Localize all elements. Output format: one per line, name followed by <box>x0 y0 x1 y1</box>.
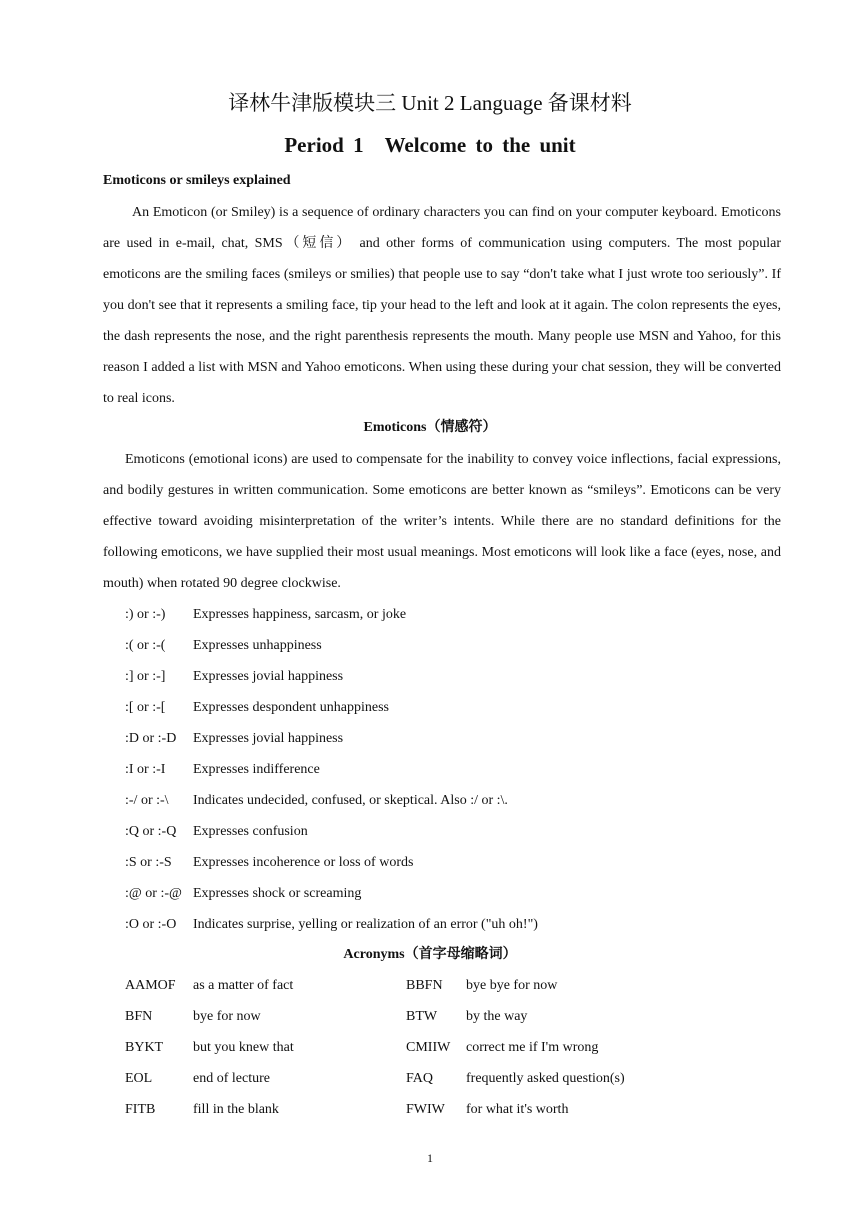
emoticon-meaning: Expresses happiness, sarcasm, or joke <box>193 607 407 622</box>
table-row <box>125 1001 686 1032</box>
acronym: CMIIW <box>406 1040 451 1055</box>
acronym-meaning: but you knew that <box>193 1040 294 1055</box>
acronym-meaning: fill in the blank <box>193 1102 279 1117</box>
emoticon-meaning: Expresses incoherence or loss of words <box>193 855 414 870</box>
list-item <box>125 661 538 692</box>
acronym: AAMOF <box>125 978 176 993</box>
acronym-meaning: for what it's worth <box>466 1102 569 1117</box>
emoticon-code: :] or :-] <box>125 669 166 684</box>
list-item <box>125 692 538 723</box>
emoticon-meaning: Expresses jovial happiness <box>193 731 344 746</box>
acronym: FWIW <box>406 1102 445 1117</box>
list-item <box>125 599 538 630</box>
emoticon-code: :) or :-) <box>125 607 166 622</box>
list-item <box>125 816 538 847</box>
emoticon-meaning: Expresses unhappiness <box>193 638 322 653</box>
emoticon-code: :[ or :-[ <box>125 700 166 715</box>
table-row <box>125 1063 686 1094</box>
acronym: BFN <box>125 1009 153 1024</box>
emoticon-meaning: Indicates surprise, yelling or realization of an error ("uh oh!") <box>193 917 538 932</box>
acronym: BBFN <box>406 978 443 993</box>
list-item <box>125 878 538 909</box>
list-item <box>125 785 538 816</box>
emoticon-list <box>125 599 538 940</box>
emoticon-code: :( or :-( <box>125 638 166 653</box>
emoticon-meaning: Expresses despondent unhappiness <box>193 700 389 715</box>
acronym-meaning: by the way <box>466 1009 528 1024</box>
acronym-meaning: bye for now <box>193 1009 261 1024</box>
emoticon-code: :O or :-O <box>125 917 177 932</box>
emoticons-paragraph: Emoticons (emotional icons) are used to compensate for the inability to convey voice inflections, facial expressions, and bodily gestures in written communication. Some emoticons are better known as “smileys”. Emoticons can be very effective toward avoiding misinterpretation of the writer’s intents. While there are no standard definitions for the following emoticons, we have supplied their most usual meanings. Most emoticons will look like a face (eyes, nose, and mouth) when rotated 90 degree clockwise. <box>103 452 781 591</box>
list-item <box>125 630 538 661</box>
acronym-meaning: correct me if I'm wrong <box>466 1040 599 1055</box>
emoticon-meaning: Expresses confusion <box>193 824 308 839</box>
acronym-meaning: frequently asked question(s) <box>466 1071 625 1086</box>
list-item <box>125 847 538 878</box>
emoticon-meaning: Expresses jovial happiness <box>193 669 344 684</box>
acronym-table <box>125 970 686 1125</box>
period-title: Period 1 Welcome to the unit <box>284 133 576 157</box>
emoticon-meaning: Expresses indifference <box>193 762 320 777</box>
list-item <box>125 723 538 754</box>
acronym: FAQ <box>406 1071 433 1086</box>
intro-paragraph: An Emoticon (or Smiley) is a sequence of ordinary characters you can find on your computer keyboard. Emoticons are used in e-mail, chat, SMS（短信） and other forms of communication using computers. The most popular emoticons are the smiling faces (smileys or smilies) that people use to say “don't take what I just wrote too seriously”. If you don't see that it represents a smiling face, tip your head to the left and look at it again. The colon represents the eyes, the dash represents the nose, and the right parenthesis represents the mouth. Many people use MSN and Yahoo, for this reason I added a list with MSN and Yahoo emoticons. When using these during your chat session, they will be converted to real icons. <box>103 205 781 406</box>
acronym: BTW <box>406 1009 438 1024</box>
acronym-meaning: end of lecture <box>193 1071 270 1086</box>
acronym: BYKT <box>125 1040 164 1055</box>
acronym: FITB <box>125 1102 156 1117</box>
emoticon-code: :-/ or :-\ <box>125 793 169 808</box>
emoticon-code: :D or :-D <box>125 731 177 746</box>
acronym-meaning: bye bye for now <box>466 978 558 993</box>
acronym-meaning: as a matter of fact <box>193 978 294 993</box>
acronym: EOL <box>125 1071 153 1086</box>
list-item <box>125 909 538 940</box>
list-item <box>125 754 538 785</box>
acronyms-heading: Acronyms（首字母缩略词） <box>343 947 517 962</box>
document-title: 译林牛津版模块三 Unit 2 Language 备课材料 <box>228 91 632 115</box>
emoticon-meaning: Expresses shock or screaming <box>193 886 362 901</box>
table-row <box>125 970 686 1001</box>
emoticon-meaning: Indicates undecided, confused, or skeptical. Also :/ or :\. <box>193 793 508 808</box>
table-row <box>125 1032 686 1063</box>
emoticon-code: :I or :-I <box>125 762 166 777</box>
emoticons-heading: Emoticons（情感符） <box>363 420 497 435</box>
page-number: 1 <box>427 1151 433 1165</box>
emoticon-code: :Q or :-Q <box>125 824 177 839</box>
emoticon-code: :@ or :-@ <box>125 886 182 901</box>
section-heading: Emoticons or smileys explained <box>103 173 291 188</box>
emoticon-code: :S or :-S <box>125 855 172 870</box>
table-row <box>125 1094 686 1125</box>
